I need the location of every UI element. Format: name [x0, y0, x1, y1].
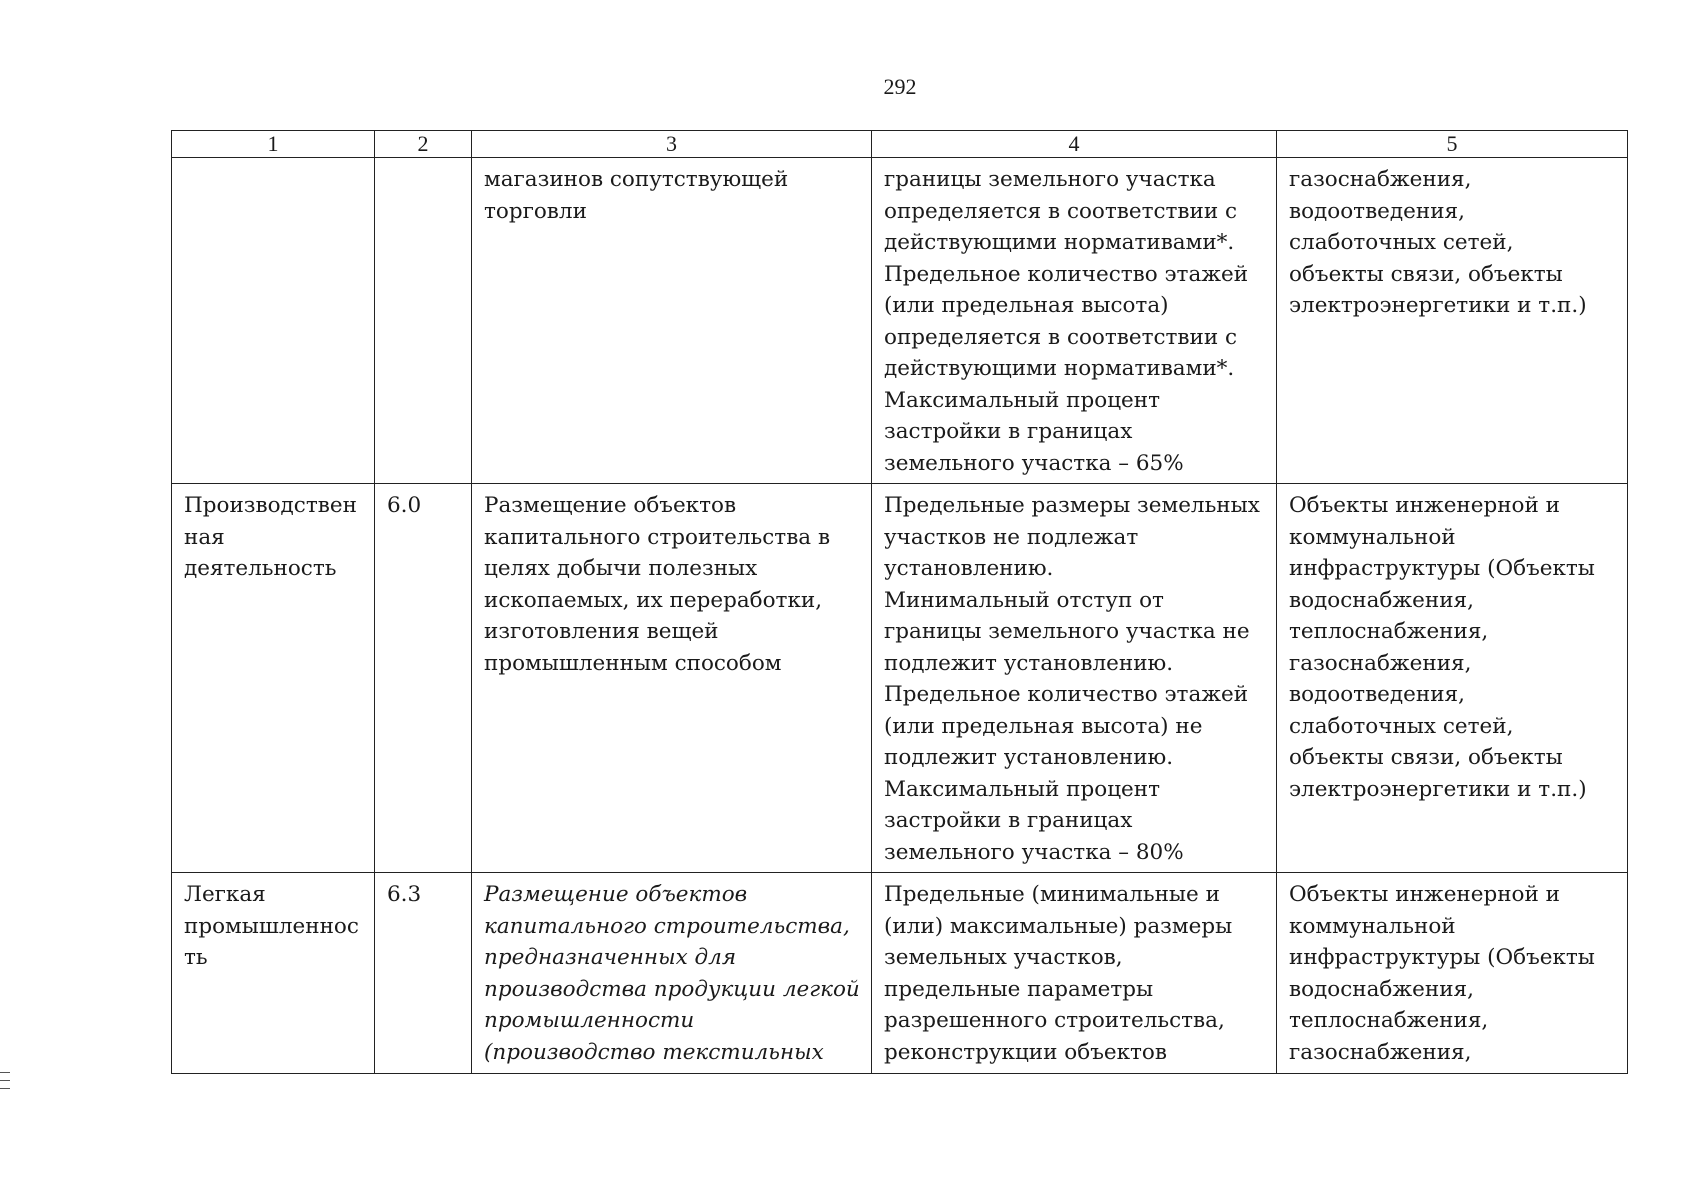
cell-text: Легкая промышленнос ть	[184, 882, 359, 970]
cell-use-name	[172, 158, 375, 484]
table-header-row	[172, 131, 1628, 158]
cell-use-code	[375, 158, 472, 484]
cell-parameters	[872, 158, 1277, 484]
zoning-table	[171, 130, 1628, 1074]
cell-text: 6.0	[387, 493, 422, 518]
cell-text: Объекты инженерной и коммунальной инфраструктуры (Объекты водоснабжения, теплоснабжения, газоснабжения,	[1289, 882, 1595, 1065]
page-number: 292	[883, 74, 917, 99]
cell-auxiliary-uses	[1277, 873, 1628, 1074]
cell-text: Производствен ная деятельность	[184, 493, 357, 581]
cell-text: 6.3	[387, 882, 422, 907]
cell-text: границы земельного участка определяется в соответствии с действующими нормативами*. Предельное количество этажей (или предельная высота) определяется в соответствии с действующими нормативами*. Максимальный процент застройки в границах земельного участка – 65%	[884, 167, 1249, 476]
cell-use-description	[472, 484, 872, 873]
cell-parameters	[872, 873, 1277, 1074]
cell-text: Размещение объектов капитального строительства в целях добычи полезных ископаемых, их переработки, изготовления вещей промышленным способом	[484, 493, 831, 676]
header-cell-3: 3	[472, 131, 872, 158]
cell-text: Предельные размеры земельных участков не подлежат установлению. Минимальный отступ от границы земельного участка не подлежит установлению. Предельное количество этажей (или предельная высота) не подлежит установлению. Максимальный процент застройки в границах земельного участка – 80%	[884, 493, 1260, 865]
cell-use-description	[472, 873, 872, 1074]
cell-text: Предельные (минимальные и (или) максимальные) размеры земельных участков, предельные параметры разрешенного строительства, реконструкции объектов	[884, 882, 1233, 1065]
header-cell-4: 4	[872, 131, 1277, 158]
header-cell-2: 2	[375, 131, 472, 158]
cell-use-description	[472, 158, 872, 484]
scan-mark	[0, 1088, 10, 1089]
cell-auxiliary-uses	[1277, 158, 1628, 484]
table-row	[172, 873, 1628, 1074]
cell-use-name	[172, 484, 375, 873]
cell-auxiliary-uses	[1277, 484, 1628, 873]
cell-text: магазинов сопутствующей торговли	[484, 167, 789, 224]
header-cell-5: 5	[1277, 131, 1628, 158]
table-row	[172, 158, 1628, 484]
scan-mark	[0, 1072, 10, 1073]
cell-use-code	[375, 873, 472, 1074]
cell-text: Объекты инженерной и коммунальной инфраструктуры (Объекты водоснабжения, теплоснабжения, газоснабжения, водоотведения, слаботочных сетей, объекты связи, объекты электроэнергетики и т.п.)	[1289, 493, 1595, 802]
cell-use-code	[375, 484, 472, 873]
scan-edge-marks	[0, 1072, 10, 1096]
cell-parameters	[872, 484, 1277, 873]
header-cell-1: 1	[172, 131, 375, 158]
scan-mark	[0, 1080, 10, 1081]
table-row	[172, 484, 1628, 873]
cell-text: Размещение объектов капитального строительства, предназначенных для производства продукции легкой промышленности (производство текстильных	[484, 882, 860, 1065]
cell-use-name	[172, 873, 375, 1074]
cell-text: газоснабжения, водоотведения, слаботочных сетей, объекты связи, объекты электроэнергетики и т.п.)	[1289, 167, 1587, 318]
